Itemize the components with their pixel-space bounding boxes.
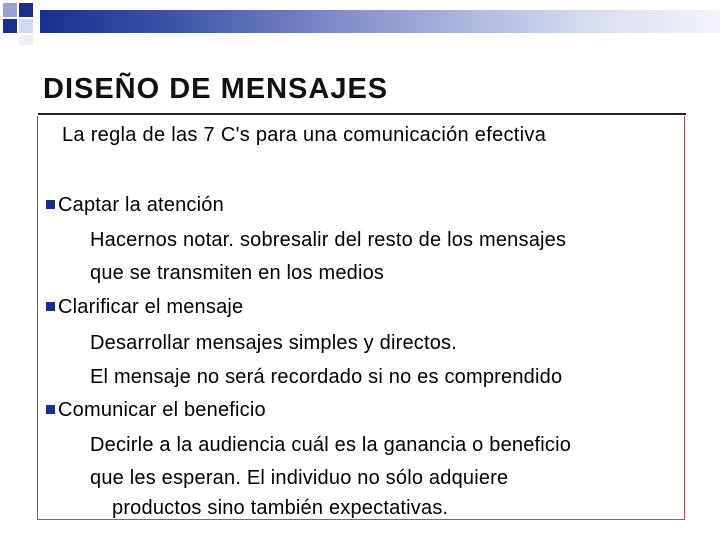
bullet-text-line: Desarrollar mensajes simples y directos.	[90, 332, 458, 354]
bullet-text-line: que les esperan. El individuo no sólo adquiere	[90, 467, 509, 489]
decor-square	[3, 3, 17, 17]
square-bullet-icon	[46, 405, 55, 414]
bullet-heading: Captar la atención	[58, 194, 224, 216]
square-bullet-icon	[46, 200, 55, 209]
square-bullet-icon	[46, 302, 55, 311]
decor-square	[19, 35, 33, 45]
decor-square	[3, 19, 17, 33]
slide-title: DISEÑO DE MENSAJES	[43, 73, 389, 105]
bullet-text-line: Decirle a la audiencia cuál es la ganancia o beneficio	[90, 434, 572, 456]
title-divider	[38, 113, 686, 115]
bullet-text-line: que se transmiten en los medios	[90, 262, 385, 284]
bullet-heading: Clarificar el mensaje	[58, 296, 244, 318]
bullet-text-line: Hacernos notar. sobresalir del resto de los mensajes	[90, 229, 567, 251]
bullet-heading: Comunicar el beneficio	[58, 399, 266, 421]
bullet-item	[46, 194, 224, 217]
slide-subtitle: La regla de las 7 C's para una comunicación efectiva	[62, 124, 547, 146]
bullet-text-line: El mensaje no será recordado si no es comprendido	[90, 366, 563, 388]
bullet-item	[46, 296, 243, 319]
decor-square	[19, 3, 33, 17]
bullet-item	[46, 399, 266, 422]
bullet-text-line: productos sino también expectativas.	[112, 497, 449, 519]
decor-square	[19, 19, 33, 33]
header-gradient-bar	[40, 10, 720, 33]
